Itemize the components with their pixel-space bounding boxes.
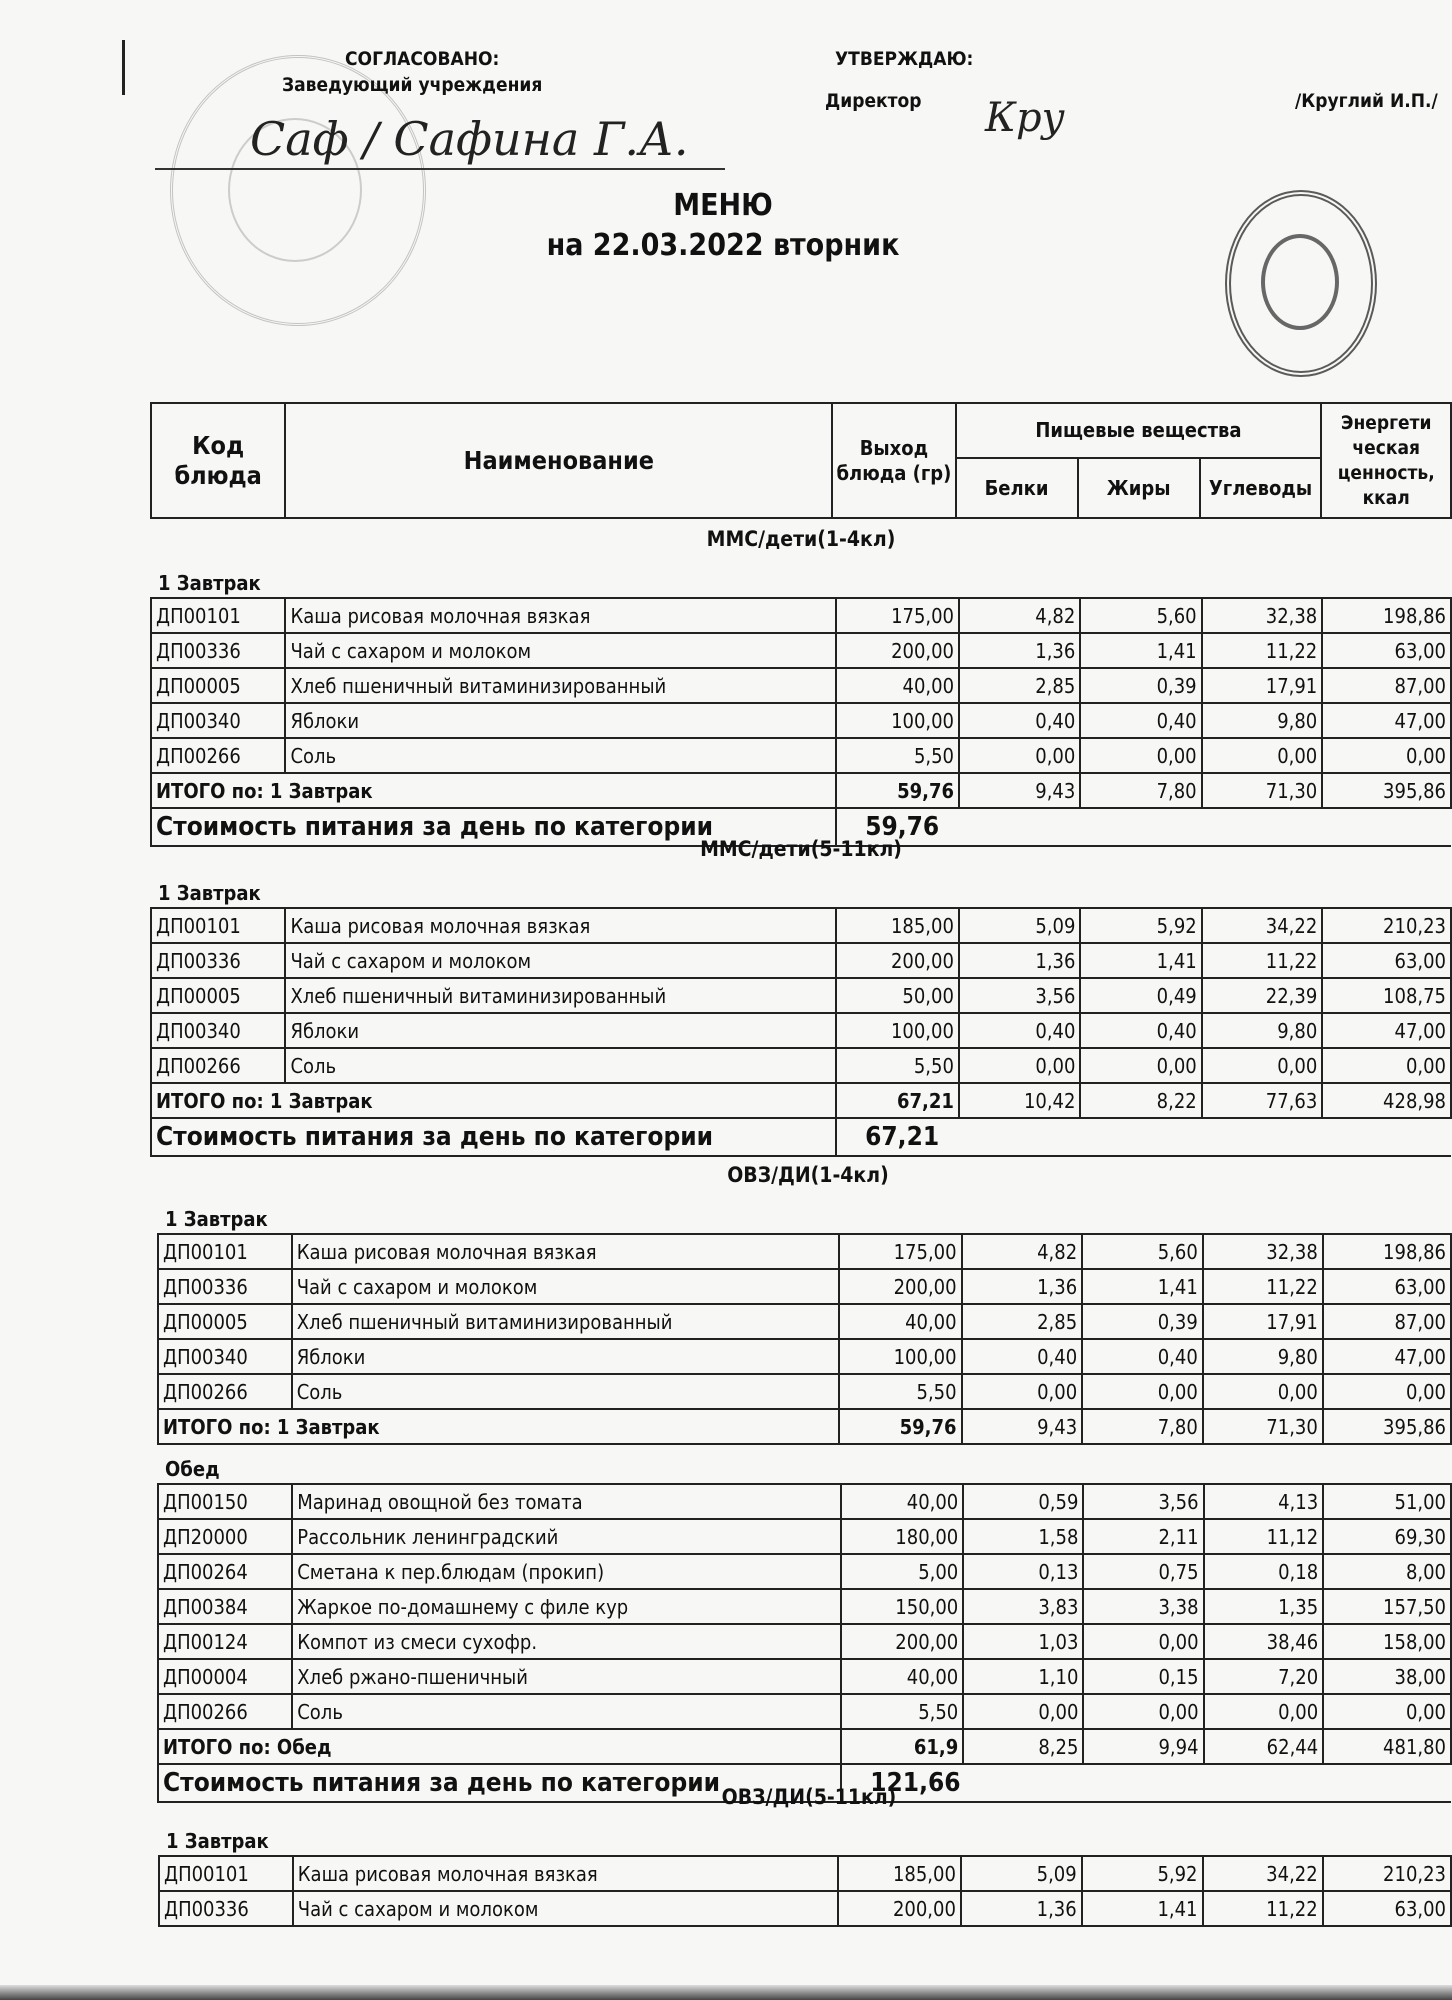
total-row	[151, 1083, 1451, 1118]
dish-protein: 0,00	[963, 1694, 1083, 1729]
dish-carbs: 0,00	[1202, 738, 1323, 773]
page-date: на 22.03.2022 вторник	[546, 228, 900, 263]
dish-code: ДП00124	[158, 1624, 292, 1659]
total-yield: 59,76	[839, 1409, 961, 1444]
dish-protein: 1,03	[963, 1624, 1083, 1659]
dish-energy: 63,00	[1322, 633, 1451, 668]
dish-energy: 0,00	[1322, 1048, 1451, 1083]
total-yield: 61,9	[841, 1729, 963, 1764]
dish-code: ДП00150	[158, 1484, 292, 1519]
dish-protein: 1,36	[962, 1269, 1083, 1304]
dish-energy: 198,86	[1323, 1234, 1451, 1269]
meal-title: 1 Завтрак	[165, 1207, 268, 1231]
dish-fat: 0,39	[1082, 1304, 1203, 1339]
table-row	[158, 1624, 1451, 1659]
total-protein: 8,25	[963, 1729, 1083, 1764]
dish-code: ДП00336	[151, 633, 285, 668]
approved-signature: Кру	[985, 95, 1065, 141]
dish-yield: 40,00	[841, 1484, 963, 1519]
dish-fat: 0,40	[1080, 1013, 1201, 1048]
dish-name: Соль	[285, 738, 836, 773]
table-row	[158, 1659, 1451, 1694]
dish-carbs: 1,35	[1204, 1589, 1324, 1624]
dish-code: ДП20000	[158, 1519, 292, 1554]
total-energy: 395,86	[1322, 773, 1451, 808]
dish-code: ДП00336	[159, 1891, 293, 1926]
dish-energy: 63,00	[1322, 943, 1451, 978]
dish-code: ДП00336	[151, 943, 285, 978]
dish-name: Яблоки	[292, 1339, 840, 1374]
dish-name: Каша рисовая молочная вязкая	[293, 1856, 839, 1891]
dish-name: Каша рисовая молочная вязкая	[285, 908, 836, 943]
dish-code: ДП00266	[158, 1694, 292, 1729]
dish-yield: 200,00	[836, 943, 959, 978]
menu-table	[158, 1855, 1452, 1927]
approved-label: УТВЕРЖДАЮ:	[835, 48, 974, 70]
dish-name: Хлеб пшеничный витаминизированный	[292, 1304, 840, 1339]
total-fat: 8,22	[1080, 1083, 1201, 1118]
dish-code: ДП00101	[158, 1234, 292, 1269]
dish-code: ДП00004	[158, 1659, 292, 1694]
table-row	[158, 1694, 1451, 1729]
total-fat: 9,94	[1083, 1729, 1203, 1764]
table-row	[151, 943, 1451, 978]
dish-energy: 63,00	[1323, 1269, 1451, 1304]
dish-energy: 47,00	[1322, 1013, 1451, 1048]
approved-role: Директор	[825, 90, 922, 112]
col-energy: Энергети ческая ценность, ккал	[1321, 403, 1451, 518]
dish-energy: 47,00	[1323, 1339, 1451, 1374]
table-row	[158, 1519, 1451, 1554]
total-energy: 395,86	[1323, 1409, 1451, 1444]
dish-carbs: 7,20	[1204, 1659, 1324, 1694]
dish-energy: 47,00	[1322, 703, 1451, 738]
total-protein: 10,42	[959, 1083, 1081, 1118]
total-protein: 9,43	[959, 773, 1080, 808]
dish-fat: 0,49	[1080, 978, 1201, 1013]
dish-protein: 2,85	[962, 1304, 1083, 1339]
total-row	[158, 1409, 1451, 1444]
dish-code: ДП00005	[151, 668, 285, 703]
dish-protein: 3,83	[963, 1589, 1083, 1624]
dish-energy: 210,23	[1323, 1856, 1451, 1891]
dish-code: ДП00264	[158, 1554, 292, 1589]
col-name: Наименование	[285, 403, 832, 518]
dish-energy: 158,00	[1323, 1624, 1451, 1659]
dish-name: Сметана к пер.блюдам (прокип)	[292, 1554, 841, 1589]
dish-code: ДП00336	[158, 1269, 292, 1304]
total-carbs: 62,44	[1204, 1729, 1324, 1764]
dish-yield: 200,00	[839, 1269, 961, 1304]
menu-table	[157, 1233, 1452, 1445]
table-row	[151, 738, 1451, 773]
dish-carbs: 11,22	[1202, 943, 1323, 978]
col-protein: Белки	[956, 458, 1078, 518]
cost-label: Стоимость питания за день по категории	[151, 808, 836, 846]
dish-fat: 0,75	[1083, 1554, 1203, 1589]
dish-code: ДП00101	[151, 908, 285, 943]
table-row	[151, 703, 1451, 738]
meal-title: Обед	[165, 1457, 220, 1481]
dish-yield: 40,00	[841, 1659, 963, 1694]
dish-code: ДП00384	[158, 1589, 292, 1624]
col-nutrients: Пищевые вещества	[956, 403, 1322, 458]
dish-fat: 0,00	[1083, 1694, 1203, 1729]
col-fat: Жиры	[1078, 458, 1200, 518]
dish-carbs: 9,80	[1202, 1013, 1323, 1048]
dish-protein: 1,58	[963, 1519, 1083, 1554]
dish-code: ДП00340	[151, 1013, 285, 1048]
dish-yield: 185,00	[838, 1856, 960, 1891]
dish-fat: 0,00	[1083, 1624, 1203, 1659]
dish-name: Чай с сахаром и молоком	[293, 1891, 839, 1926]
table-row	[158, 1484, 1451, 1519]
dish-name: Чай с сахаром и молоком	[285, 633, 836, 668]
dish-yield: 100,00	[836, 1013, 959, 1048]
total-yield: 59,76	[836, 773, 959, 808]
dish-energy: 69,30	[1323, 1519, 1451, 1554]
dish-fat: 0,40	[1082, 1339, 1203, 1374]
section-title: ОВЗ/ДИ(5-11кл)	[721, 1785, 897, 1809]
dish-yield: 5,50	[836, 738, 959, 773]
dish-fat: 0,40	[1080, 703, 1201, 738]
dish-name: Каша рисовая молочная вязкая	[285, 598, 836, 633]
dish-protein: 0,40	[962, 1339, 1083, 1374]
dish-energy: 87,00	[1322, 668, 1451, 703]
table-row	[151, 908, 1451, 943]
dish-energy: 0,00	[1322, 738, 1451, 773]
dish-energy: 157,50	[1323, 1589, 1451, 1624]
dish-fat: 1,41	[1082, 1269, 1203, 1304]
dish-yield: 5,50	[836, 1048, 959, 1083]
dish-carbs: 0,00	[1203, 1374, 1323, 1409]
dish-name: Маринад овощной без томата	[292, 1484, 841, 1519]
dish-protein: 5,09	[959, 908, 1081, 943]
dish-name: Яблоки	[285, 1013, 836, 1048]
total-carbs: 77,63	[1202, 1083, 1323, 1118]
table-row	[151, 1013, 1451, 1048]
meal-title: 1 Завтрак	[158, 881, 261, 905]
dish-code: ДП00005	[158, 1304, 292, 1339]
dish-carbs: 9,80	[1203, 1339, 1323, 1374]
dish-name: Каша рисовая молочная вязкая	[292, 1234, 840, 1269]
dish-carbs: 38,46	[1204, 1624, 1324, 1659]
dish-carbs: 9,80	[1202, 703, 1323, 738]
dish-carbs: 11,12	[1204, 1519, 1324, 1554]
dish-fat: 5,60	[1080, 598, 1201, 633]
dish-protein: 1,36	[961, 1891, 1082, 1926]
table-row	[151, 633, 1451, 668]
dish-yield: 100,00	[836, 703, 959, 738]
dish-fat: 0,00	[1082, 1374, 1203, 1409]
cost-value: 59,76	[836, 808, 1080, 846]
dish-energy: 38,00	[1323, 1659, 1451, 1694]
dish-fat: 3,56	[1083, 1484, 1203, 1519]
total-protein: 9,43	[962, 1409, 1083, 1444]
dish-yield: 175,00	[839, 1234, 961, 1269]
dish-energy: 87,00	[1323, 1304, 1451, 1339]
dish-protein: 0,40	[959, 1013, 1081, 1048]
total-label: ИТОГО по: 1 Завтрак	[151, 773, 836, 808]
dish-protein: 1,10	[963, 1659, 1083, 1694]
dish-fat: 5,92	[1082, 1856, 1203, 1891]
cost-label: Стоимость питания за день по категории	[158, 1764, 841, 1802]
table-row	[158, 1269, 1451, 1304]
section-title: ММС/дети(5-11кл)	[700, 837, 902, 861]
dish-energy: 63,00	[1323, 1891, 1451, 1926]
meal-title: 1 Завтрак	[166, 1829, 269, 1853]
approved-name: /Круглий И.П./	[1295, 90, 1438, 112]
total-carbs: 71,30	[1202, 773, 1323, 808]
dish-yield: 180,00	[841, 1519, 963, 1554]
table-row	[158, 1374, 1451, 1409]
page-title: МЕНЮ	[673, 188, 773, 223]
dish-energy: 108,75	[1322, 978, 1451, 1013]
table-row	[158, 1304, 1451, 1339]
dish-fat: 0,15	[1083, 1659, 1203, 1694]
dish-carbs: 0,18	[1204, 1554, 1324, 1589]
dish-energy: 210,23	[1322, 908, 1451, 943]
dish-name: Чай с сахаром и молоком	[292, 1269, 840, 1304]
agreed-role: Заведующий учреждения	[282, 74, 543, 96]
dish-carbs: 17,91	[1203, 1304, 1323, 1339]
dish-carbs: 11,22	[1203, 1891, 1323, 1926]
dish-name: Компот из смеси сухофр.	[292, 1624, 841, 1659]
dish-carbs: 32,38	[1202, 598, 1323, 633]
dish-yield: 50,00	[836, 978, 959, 1013]
table-row	[159, 1891, 1451, 1926]
dish-carbs: 0,00	[1204, 1694, 1324, 1729]
dish-carbs: 34,22	[1202, 908, 1323, 943]
table-row	[158, 1339, 1451, 1374]
table-row	[151, 598, 1451, 633]
cost-row	[151, 1118, 1451, 1156]
dish-name: Хлеб ржано-пшеничный	[292, 1659, 841, 1694]
scan-edge	[0, 1985, 1452, 2000]
dish-yield: 5,50	[841, 1694, 963, 1729]
table-row	[158, 1589, 1451, 1624]
dish-fat: 5,92	[1080, 908, 1201, 943]
total-energy: 428,98	[1322, 1083, 1451, 1118]
margin-mark	[122, 40, 125, 95]
menu-table	[150, 597, 1452, 847]
total-fat: 7,80	[1080, 773, 1201, 808]
table-row	[151, 1048, 1451, 1083]
total-row	[158, 1729, 1451, 1764]
dish-name: Чай с сахаром и молоком	[285, 943, 836, 978]
dish-fat: 1,41	[1080, 943, 1201, 978]
dish-yield: 200,00	[836, 633, 959, 668]
dish-yield: 185,00	[836, 908, 959, 943]
dish-carbs: 32,38	[1203, 1234, 1323, 1269]
table-row	[151, 668, 1451, 703]
dish-yield: 5,00	[841, 1554, 963, 1589]
dish-protein: 4,82	[959, 598, 1080, 633]
agreed-signature: Саф / Сафина Г.А.	[250, 112, 689, 166]
cost-value: 67,21	[836, 1118, 1080, 1156]
col-carbs: Углеводы	[1200, 458, 1322, 518]
dish-fat: 2,11	[1083, 1519, 1203, 1554]
dish-name: Яблоки	[285, 703, 836, 738]
dish-protein: 4,82	[962, 1234, 1083, 1269]
dish-carbs: 11,22	[1202, 633, 1323, 668]
signature-line	[155, 168, 725, 170]
dish-yield: 40,00	[839, 1304, 961, 1339]
dish-protein: 5,09	[961, 1856, 1082, 1891]
dish-fat: 0,00	[1080, 1048, 1201, 1083]
dish-yield: 175,00	[836, 598, 959, 633]
dish-name: Соль	[292, 1694, 841, 1729]
col-code: Код блюда	[151, 403, 285, 518]
dish-yield: 40,00	[836, 668, 959, 703]
dish-protein: 1,36	[959, 943, 1081, 978]
total-row	[151, 773, 1451, 808]
dish-code: ДП00101	[159, 1856, 293, 1891]
dish-carbs: 4,13	[1204, 1484, 1324, 1519]
dish-protein: 0,00	[962, 1374, 1083, 1409]
dish-protein: 0,40	[959, 703, 1080, 738]
round-stamp-right	[1225, 190, 1377, 377]
total-label: ИТОГО по: 1 Завтрак	[158, 1409, 839, 1444]
dish-energy: 8,00	[1323, 1554, 1451, 1589]
dish-code: ДП00340	[151, 703, 285, 738]
dish-protein: 2,85	[959, 668, 1080, 703]
dish-energy: 51,00	[1323, 1484, 1451, 1519]
dish-protein: 0,00	[959, 738, 1080, 773]
cost-label: Стоимость питания за день по категории	[151, 1118, 836, 1156]
table-row	[159, 1856, 1451, 1891]
meal-title: 1 Завтрак	[158, 571, 261, 595]
section-title: ММС/дети(1-4кл)	[706, 527, 896, 551]
dish-name: Хлеб пшеничный витаминизированный	[285, 668, 836, 703]
dish-carbs: 11,22	[1203, 1269, 1323, 1304]
dish-name: Рассольник ленинградский	[292, 1519, 841, 1554]
total-label: ИТОГО по: 1 Завтрак	[151, 1083, 836, 1118]
dish-fat: 1,41	[1082, 1891, 1203, 1926]
cost-value: 121,66	[841, 1764, 1083, 1802]
col-yield: Выход блюда (гр)	[832, 403, 955, 518]
table-row	[158, 1234, 1451, 1269]
dish-name: Соль	[292, 1374, 840, 1409]
dish-code: ДП00340	[158, 1339, 292, 1374]
dish-yield: 150,00	[841, 1589, 963, 1624]
dish-energy: 0,00	[1323, 1374, 1451, 1409]
dish-code: ДП00101	[151, 598, 285, 633]
dish-yield: 5,50	[839, 1374, 961, 1409]
dish-name: Жаркое по-домашнему с филе кур	[292, 1589, 841, 1624]
menu-table	[157, 1483, 1452, 1803]
dish-yield: 200,00	[841, 1624, 963, 1659]
agreed-label: СОГЛАСОВАНО:	[345, 48, 500, 70]
dish-protein: 0,13	[963, 1554, 1083, 1589]
dish-carbs: 34,22	[1203, 1856, 1323, 1891]
dish-name: Соль	[285, 1048, 836, 1083]
dish-carbs: 0,00	[1202, 1048, 1323, 1083]
dish-fat: 0,39	[1080, 668, 1201, 703]
dish-protein: 1,36	[959, 633, 1080, 668]
dish-carbs: 17,91	[1202, 668, 1323, 703]
dish-fat: 1,41	[1080, 633, 1201, 668]
table-header	[150, 402, 1452, 519]
dish-fat: 3,38	[1083, 1589, 1203, 1624]
section-title: ОВЗ/ДИ(1-4кл)	[727, 1163, 889, 1187]
dish-protein: 3,56	[959, 978, 1081, 1013]
table-row	[151, 978, 1451, 1013]
dish-protein: 0,00	[959, 1048, 1081, 1083]
total-energy: 481,80	[1323, 1729, 1451, 1764]
dish-carbs: 22,39	[1202, 978, 1323, 1013]
cost-blank	[1080, 1118, 1451, 1156]
total-label: ИТОГО по: Обед	[158, 1729, 841, 1764]
dish-name: Хлеб пшеничный витаминизированный	[285, 978, 836, 1013]
dish-energy: 198,86	[1322, 598, 1451, 633]
dish-energy: 0,00	[1323, 1694, 1451, 1729]
dish-fat: 0,00	[1080, 738, 1201, 773]
total-fat: 7,80	[1082, 1409, 1203, 1444]
table-row	[158, 1554, 1451, 1589]
dish-code: ДП00266	[151, 1048, 285, 1083]
dish-protein: 0,59	[963, 1484, 1083, 1519]
dish-code: ДП00266	[151, 738, 285, 773]
dish-yield: 200,00	[838, 1891, 960, 1926]
total-carbs: 71,30	[1203, 1409, 1323, 1444]
dish-code: ДП00266	[158, 1374, 292, 1409]
dish-yield: 100,00	[839, 1339, 961, 1374]
dish-code: ДП00005	[151, 978, 285, 1013]
total-yield: 67,21	[836, 1083, 959, 1118]
menu-table	[150, 907, 1452, 1157]
dish-fat: 5,60	[1082, 1234, 1203, 1269]
